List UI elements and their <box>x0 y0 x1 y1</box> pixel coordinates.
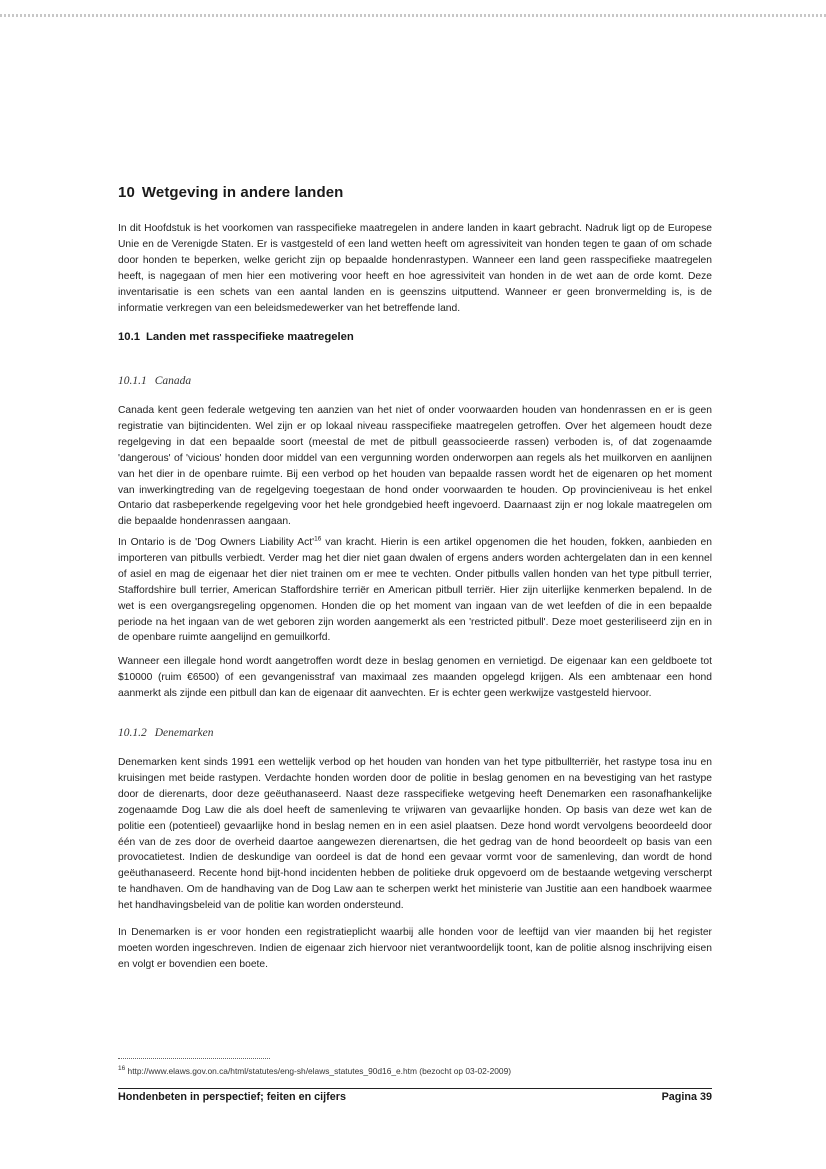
canada-paragraph-1: Canada kent geen federale wetgeving ten aanzien van het niet of onder voorwaarden houden van hondenrassen en er is geen registratie van bijtincidenten. Wel zijn er op lokaal niveau rasspecifieke maatregelen getroffen. Over het algemeen houdt deze regelgeving in dat een bepaalde soort (meestal de met de pitbull geassocieerde rassen) verboden is, of dat zogenaamde 'dangerous' of 'vicious' honden door middel van een vergunning worden onderworpen aan regels als het muilkorven en aanlijnen van het dier in de openbare ruimte. Bij een verbod op het houden van bepaalde rassen wordt het de eigenaren op het moment van inwerkingtreding van de regelgeving toegestaan de hond onder voorwaarden te houden. Op provincieniveau is het enkel Ontario dat rasbeperkende regelgeving voor het hele grondgebied heeft ingevoerd. Daarnaast zijn er nog lokale maatregelen om die bepaalde hondenrassen aangaan. <box>118 405 712 528</box>
page-footer <box>118 1088 712 1103</box>
footnote-rule <box>118 1058 270 1059</box>
canada-paragraph-2 <box>118 535 712 646</box>
denmark-paragraph-2: In Denemarken is er voor honden een registratieplicht waarbij alle honden voor de leeftijd van vier maanden bij het register moeten worden ingeschreven. Indien de eigenaar zich hiervoor niet verantwoordelijk toont, kan de politie alsnog inschrijving eisen en volgt er bovendien een boete. <box>118 927 712 970</box>
scan-edge <box>0 14 826 17</box>
chapter-intro: In dit Hoofdstuk is het voorkomen van rasspecifieke maatregelen in andere landen in kaart gebracht. Nadruk ligt op de Europese Unie en de Verenigde Staten. Er is vastgesteld of een land wetten heeft om agressiviteit van honden tegen te gaan of om schade door honden te beperken, welke gericht zijn op bepaalde hondenrastypen. Wanneer een land geen rasspecifieke maatregelen heeft, is nagegaan of men hier een motivering voor heeft en hoe agressiviteit van honden in de wet aan de orde komt. Deze inventarisatie is een schets van een aantal landen en is geenszins uitputtend. Wanneer er geen bronvermelding is, is de informatie verkregen van een beleidsmedewerker van het betreffende land. <box>118 223 712 314</box>
subsection-title-text-denmark: Denemarken <box>154 727 214 739</box>
chapter-title-text: Wetgeving in andere landen <box>141 184 344 201</box>
footnote-reference: 16 <box>314 535 322 543</box>
section-title <box>118 331 354 343</box>
footnote <box>118 1066 712 1076</box>
canada-paragraph-2-rest: van kracht. Hierin is een artikel opgenomen die het houden, fokken, aanbieden en importeren van pitbulls verbiedt. Verder mag het dier niet gaan dwalen of ergens anders worden achtergelaten dan in een kennel of asiel en mag de eigenaar het dier niet trainen om er mee te vechten. Onder pitbulls vallen honden van het type pitbull terrier, Staffordshire bull terrier, American Staffordshire terriër en American pitbull terriër. Hier zijn uiterlijke kenmerken bepalend. In de wet is een overgangsregeling opgenomen. Honden die op het moment van ingaan van de wet leefden of die in een bepaalde periode na het ingaan van de wet geboren zijn worden aangemerkt als een 'restricted pitbull'. Deze moet gesteriliseerd zijn en in de openbare ruimte aangelijnd en gemuilkorfd. <box>118 537 712 644</box>
footer-page-number: Pagina 39 <box>661 1091 712 1103</box>
chapter-number: 10 <box>118 184 135 201</box>
subsection-number-canada: 10.1.1 <box>118 375 147 387</box>
subsection-title-denmark <box>118 727 214 739</box>
denmark-paragraph-1: Denemarken kent sinds 1991 een wettelijk verbod op het houden van honden van het type pitbullterriër, het rastype tosa inu en kruisingen met beide rastypen. Verdachte honden worden door de politie in beslag genomen en na bevestiging van het rastype door de dierenarts, door deze geëuthanaseerd. Naast deze rasspecifieke wetgeving heeft Denemarken een rasonafhankelijke zogenaamde Dog Law die als doel heeft de samenleving te vrijwaren van gevaarlijke honden. Op basis van deze wet kan de politie een (potentieel) gevaarlijke hond in beslag nemen en in een asiel plaatsen. Deze hond wordt vervolgens beoordeeld door één van de zes door de overheid daartoe aangewezen dierenartsen, die het gedrag van de hond beoordeelt op basis van een provocatietest. Indien de deskundige van oordeel is dat de hond een gevaar vormt voor de samenleving, dan wordt de hond geëuthanaseerd. Recente hond bijt-hond incidenten hebben de politieke druk opgevoerd om de bestaande wetgeving verscherpt te handhaven. Om de handhaving van de Dog Law aan te scherpen werkt het ministerie van Justitie aan een handboek waarmee het handhavingsbeleid van de politie kan worden ondersteund. <box>118 757 712 912</box>
subsection-number-denmark: 10.1.2 <box>118 727 147 739</box>
footnote-text: http://www.elaws.gov.on.ca/html/statutes/eng-sh/elaws_statutes_90d16_e.htm (bezocht op 03-02-2009) <box>125 1066 512 1076</box>
canada-paragraph-3: Wanneer een illegale hond wordt aangetroffen wordt deze in beslag genomen en vernietigd. De eigenaar kan een geldboete tot $10000 (ruim €6500) of een gevangenisstraf van maximaal zes maanden opgelegd krijgen. Als een ambtenaar een hond aanmerkt als zijnde een pitbull dan kan de eigenaar dit aanvechten. Er is echter geen werkwijze vastgesteld hiervoor. <box>118 656 712 699</box>
chapter-title <box>118 184 712 201</box>
section-title-text: Landen met rasspecifieke maatregelen <box>146 331 354 343</box>
subsection-title-text-canada: Canada <box>154 375 192 387</box>
section-number: 10.1 <box>118 331 140 343</box>
canada-paragraph-2-start: In Ontario is de 'Dog Owners Liability Act' <box>118 537 315 548</box>
footnote-number: 16 <box>118 1065 126 1073</box>
subsection-title-canada <box>118 375 191 387</box>
footer-document-title: Hondenbeten in perspectief; feiten en cijfers <box>118 1091 346 1103</box>
